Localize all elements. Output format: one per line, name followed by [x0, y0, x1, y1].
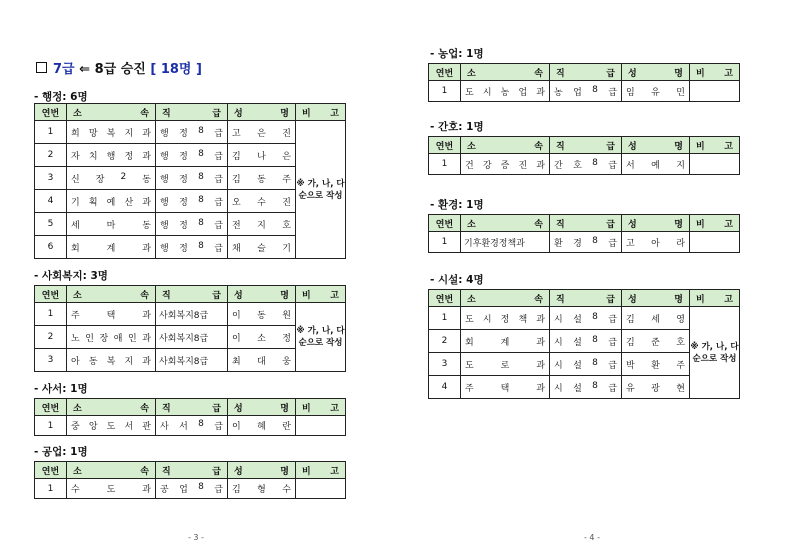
table-facilities: [428, 289, 740, 399]
column-header: 직 급: [550, 64, 622, 81]
rank-cell: 행 정 8 급: [156, 236, 228, 259]
page-number-left: - 3 -: [188, 533, 204, 542]
row-number: 1: [429, 307, 461, 330]
name-cell: 이 동 원: [228, 303, 296, 326]
row-number: 1: [429, 154, 461, 175]
header-row: [35, 462, 346, 479]
column-header: 성 명: [622, 64, 690, 81]
section-label-environment: - 환경: 1명: [430, 199, 484, 211]
rank-cell: 시 설 8 급: [550, 353, 622, 376]
title-arrow: ⇐: [79, 62, 91, 77]
row-number: 1: [429, 81, 461, 102]
remark-cell: [690, 154, 740, 175]
department-cell: 도 시 정 책 과: [461, 307, 550, 330]
column-header: 직 급: [156, 399, 228, 416]
row-number: 1: [429, 232, 461, 253]
remark-cell: [296, 479, 346, 499]
square-bullet-icon: [36, 62, 47, 73]
column-header: 성 명: [228, 104, 296, 121]
column-header: 연번: [429, 137, 461, 154]
row-number: 3: [35, 167, 67, 190]
section-label-industry: - 공업: 1명: [34, 446, 88, 458]
column-header: 소 속: [461, 290, 550, 307]
column-header: 직 급: [550, 290, 622, 307]
department-cell: 수 도 과: [67, 479, 156, 499]
row-number: 5: [35, 213, 67, 236]
column-header: 소 속: [461, 137, 550, 154]
remark-cell: ※ 가, 나, 다 순으로 작성: [690, 307, 740, 399]
department-cell: 중 앙 도 서 관: [67, 416, 156, 436]
table-row: [429, 81, 740, 102]
title-rest: 8급 승진: [94, 62, 146, 77]
section-label-welfare: - 사회복지: 3명: [34, 270, 108, 282]
column-header: 직 급: [156, 462, 228, 479]
name-cell: 이 소 정: [228, 326, 296, 349]
row-number: 2: [35, 144, 67, 167]
row-number: 2: [35, 326, 67, 349]
department-cell: 희 망 복 지 과: [67, 121, 156, 144]
name-cell: 채 슬 기: [228, 236, 296, 259]
column-header: 연번: [35, 286, 67, 303]
rank-cell: 시 설 8 급: [550, 376, 622, 399]
table-agriculture: [428, 63, 740, 102]
header-row: [35, 399, 346, 416]
column-header: 연번: [429, 290, 461, 307]
name-cell: 오 수 진: [228, 190, 296, 213]
row-number: 1: [35, 479, 67, 499]
name-cell: 유 광 현: [622, 376, 690, 399]
column-header: 비 고: [690, 215, 740, 232]
table-row: [35, 479, 346, 499]
column-header: 소 속: [67, 286, 156, 303]
column-header: 성 명: [228, 286, 296, 303]
rank-cell: 행 정 8 급: [156, 144, 228, 167]
rank-cell: 사 서 8 급: [156, 416, 228, 436]
title-new-rank: 7급: [53, 62, 75, 77]
header-row: [429, 215, 740, 232]
header-row: [429, 64, 740, 81]
remark-cell: [690, 232, 740, 253]
department-cell: 주 택 과: [461, 376, 550, 399]
table-admin: [34, 103, 346, 259]
rank-cell: 시 설 8 급: [550, 330, 622, 353]
column-header: 직 급: [156, 104, 228, 121]
header-row: [429, 290, 740, 307]
department-cell: 아 동 복 지 과: [67, 349, 156, 372]
column-header: 비 고: [690, 64, 740, 81]
table-row: [429, 154, 740, 175]
section-label-admin: - 행정: 6명: [34, 91, 88, 103]
rank-cell: 사회복지8급: [156, 349, 228, 372]
column-header: 소 속: [67, 462, 156, 479]
column-header: 연번: [35, 399, 67, 416]
department-cell: 자 치 행 정 과: [67, 144, 156, 167]
name-cell: 김 준 호: [622, 330, 690, 353]
row-number: 1: [35, 416, 67, 436]
department-cell: 노 인 장 애 인 과: [67, 326, 156, 349]
rank-cell: 시 설 8 급: [550, 307, 622, 330]
remark-cell: ※ 가, 나, 다 순으로 작성: [296, 121, 346, 259]
department-cell: 회 계 과: [461, 330, 550, 353]
column-header: 연번: [35, 462, 67, 479]
rank-cell: 행 정 8 급: [156, 213, 228, 236]
rank-cell: 공 업 8 급: [156, 479, 228, 499]
table-row: [429, 307, 740, 330]
name-cell: 전 지 호: [228, 213, 296, 236]
page-number-right: - 4 -: [584, 533, 600, 542]
section-label-facilities: - 시설: 4명: [430, 274, 484, 286]
page-title: [36, 58, 202, 77]
remark-cell: ※ 가, 나, 다 순으로 작성: [296, 303, 346, 372]
column-header: 성 명: [228, 399, 296, 416]
rank-cell: 농 업 8 급: [550, 81, 622, 102]
column-header: 소 속: [67, 399, 156, 416]
row-number: 6: [35, 236, 67, 259]
column-header: 성 명: [622, 215, 690, 232]
title-count: [ 18명 ]: [150, 62, 202, 77]
rank-cell: 행 정 8 급: [156, 121, 228, 144]
department-cell: 기 획 예 산 과: [67, 190, 156, 213]
name-cell: 김 동 주: [228, 167, 296, 190]
table-environment: [428, 214, 740, 253]
name-cell: 고 은 진: [228, 121, 296, 144]
column-header: 성 명: [622, 290, 690, 307]
name-cell: 서 예 지: [622, 154, 690, 175]
department-cell: 세 마 동: [67, 213, 156, 236]
header-row: [35, 104, 346, 121]
row-number: 4: [429, 376, 461, 399]
department-cell: 도 로 과: [461, 353, 550, 376]
column-header: 비 고: [296, 399, 346, 416]
table-industry: [34, 461, 346, 499]
name-cell: 최 대 웅: [228, 349, 296, 372]
department-cell: 건 강 증 진 과: [461, 154, 550, 175]
rank-cell: 행 정 8 급: [156, 167, 228, 190]
column-header: 연번: [429, 215, 461, 232]
column-header: 비 고: [690, 290, 740, 307]
name-cell: 임 유 민: [622, 81, 690, 102]
column-header: 비 고: [296, 104, 346, 121]
table-row: [429, 232, 740, 253]
column-header: 소 속: [461, 215, 550, 232]
row-number: 2: [429, 330, 461, 353]
row-number: 3: [429, 353, 461, 376]
header-row: [35, 286, 346, 303]
column-header: 소 속: [67, 104, 156, 121]
section-label-agriculture: - 농업: 1명: [430, 48, 484, 60]
column-header: 소 속: [461, 64, 550, 81]
column-header: 비 고: [690, 137, 740, 154]
header-row: [429, 137, 740, 154]
table-welfare: [34, 285, 346, 372]
column-header: 성 명: [228, 462, 296, 479]
department-cell: 회 계 과: [67, 236, 156, 259]
column-header: 비 고: [296, 286, 346, 303]
row-number: 4: [35, 190, 67, 213]
row-number: 1: [35, 121, 67, 144]
department-cell: 주 택 과: [67, 303, 156, 326]
name-cell: 이 혜 란: [228, 416, 296, 436]
rank-cell: 사회복지8급: [156, 326, 228, 349]
rank-cell: 간 호 8 급: [550, 154, 622, 175]
column-header: 비 고: [296, 462, 346, 479]
column-header: 직 급: [550, 137, 622, 154]
row-number: 3: [35, 349, 67, 372]
table-row: [35, 416, 346, 436]
section-label-nursing: - 간호: 1명: [430, 121, 484, 133]
column-header: 직 급: [550, 215, 622, 232]
table-librarian: [34, 398, 346, 436]
name-cell: 김 세 영: [622, 307, 690, 330]
department-cell: 도 시 농 업 과: [461, 81, 550, 102]
section-label-librarian: - 사서: 1명: [34, 383, 88, 395]
column-header: 성 명: [622, 137, 690, 154]
rank-cell: 행 정 8 급: [156, 190, 228, 213]
column-header: 연번: [35, 104, 67, 121]
column-header: 직 급: [156, 286, 228, 303]
name-cell: 김 나 은: [228, 144, 296, 167]
remark-cell: [296, 416, 346, 436]
row-number: 1: [35, 303, 67, 326]
rank-cell: 사회복지8급: [156, 303, 228, 326]
column-header: 연번: [429, 64, 461, 81]
table-row: [35, 121, 346, 144]
department-cell: 기후환경정책과: [461, 232, 550, 253]
table-nursing: [428, 136, 740, 175]
name-cell: 고 아 라: [622, 232, 690, 253]
department-cell: 신 장 2 동: [67, 167, 156, 190]
name-cell: 박 환 주: [622, 353, 690, 376]
name-cell: 김 형 수: [228, 479, 296, 499]
remark-cell: [690, 81, 740, 102]
rank-cell: 환 경 8 급: [550, 232, 622, 253]
table-row: [35, 303, 346, 326]
